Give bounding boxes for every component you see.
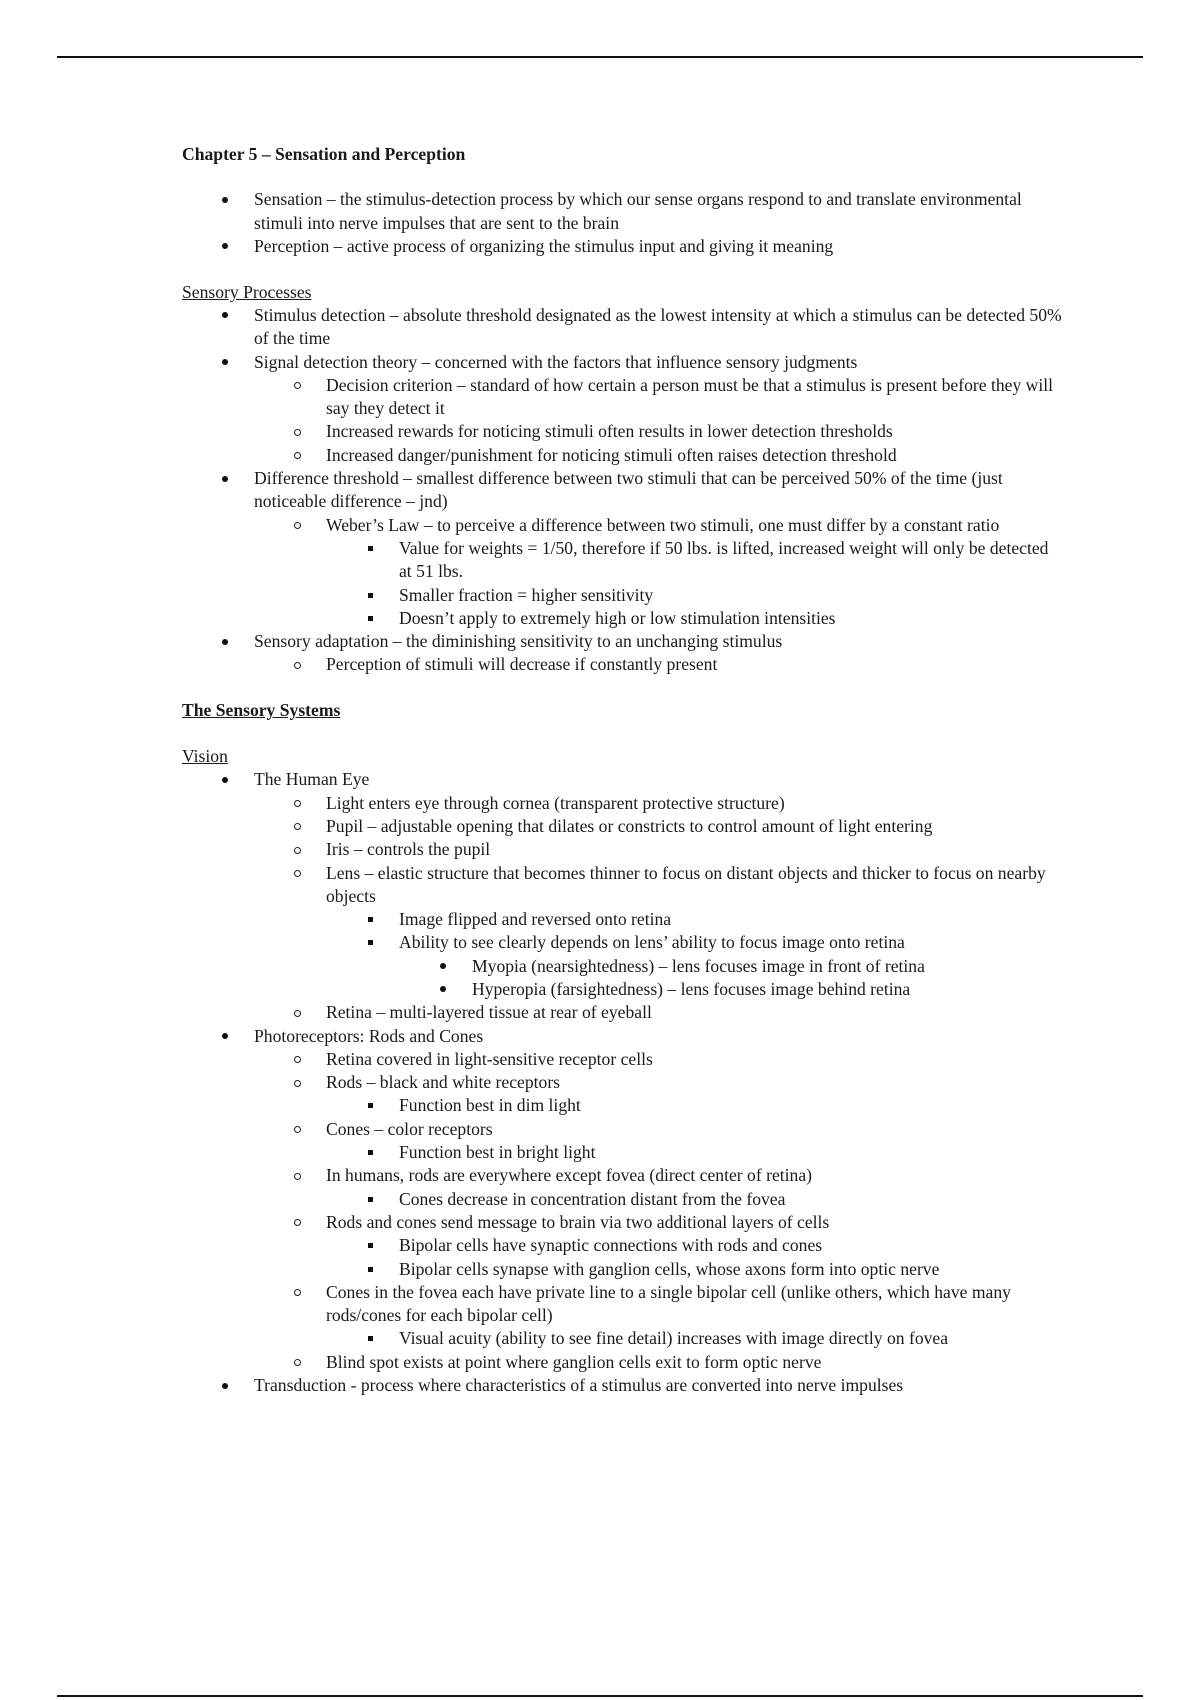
circle-bullet-icon: [287, 1071, 307, 1094]
circle-bullet-icon: [287, 1048, 307, 1071]
circle-bullet-icon: [287, 1118, 307, 1141]
list-item: Blind spot exists at point where ganglion cells exit to form optic nerve: [182, 1351, 1062, 1374]
list-item: Iris – controls the pupil: [182, 838, 1062, 861]
list-item: Hyperopia (farsightedness) – lens focuses image behind retina: [182, 978, 1062, 1001]
circle-bullet-icon: [287, 1164, 307, 1187]
bullet-icon: [215, 768, 235, 791]
list-item: Retina – multi-layered tissue at rear of eyeball: [182, 1001, 1062, 1024]
square-bullet-icon: [360, 1188, 380, 1211]
chapter-title: Chapter 5 – Sensation and Perception: [182, 144, 466, 164]
circle-bullet-icon: [287, 862, 307, 885]
circle-bullet-icon: [287, 653, 307, 676]
square-bullet-icon: [360, 1094, 380, 1117]
document-page: [182, 143, 1062, 1397]
list-item: Perception of stimuli will decrease if constantly present: [182, 653, 1062, 676]
list-item: Stimulus detection – absolute threshold designated as the lowest intensity at which a stimulus can be detected 50% of the time: [182, 304, 1062, 351]
square-bullet-icon: [360, 607, 380, 630]
circle-bullet-icon: [287, 838, 307, 861]
list-item: In humans, rods are everywhere except fovea (direct center of retina): [182, 1164, 1062, 1187]
bullet-icon: [215, 1025, 235, 1048]
list-item: Rods and cones send message to brain via two additional layers of cells: [182, 1211, 1062, 1234]
circle-bullet-icon: [287, 1351, 307, 1374]
circle-bullet-icon: [287, 420, 307, 443]
list-item: Weber’s Law – to perceive a difference between two stimuli, one must differ by a constant ratio: [182, 514, 1062, 537]
list-item: Cones in the fovea each have private line to a single bipolar cell (unlike others, which have many rods/cones for each bipolar cell): [182, 1281, 1062, 1328]
square-bullet-icon: [360, 1141, 380, 1164]
bullet-icon: [215, 1374, 235, 1397]
square-bullet-icon: [360, 1258, 380, 1281]
list-item: Light enters eye through cornea (transparent protective structure): [182, 792, 1062, 815]
list-item: Doesn’t apply to extremely high or low stimulation intensities: [182, 607, 1062, 630]
circle-bullet-icon: [287, 374, 307, 397]
square-bullet-icon: [360, 1327, 380, 1350]
square-bullet-icon: [360, 908, 380, 931]
list-item: Decision criterion – standard of how certain a person must be that a stimulus is present before they will say they detect it: [182, 374, 1062, 421]
circle-bullet-icon: [287, 792, 307, 815]
list-item: Ability to see clearly depends on lens’ ability to focus image onto retina: [182, 931, 1062, 954]
list-item: Retina covered in light-sensitive receptor cells: [182, 1048, 1062, 1071]
footer-rule: [57, 1695, 1143, 1697]
list-item: The Human Eye: [182, 768, 1062, 791]
list-item: Cones decrease in concentration distant from the fovea: [182, 1188, 1062, 1211]
bullet-icon: [215, 304, 235, 327]
square-bullet-icon: [360, 584, 380, 607]
list-item: Visual acuity (ability to see fine detail) increases with image directly on fovea: [182, 1327, 1062, 1350]
list-item: Increased danger/punishment for noticing stimuli often raises detection threshold: [182, 444, 1062, 467]
list-item: Sensory adaptation – the diminishing sensitivity to an unchanging stimulus: [182, 630, 1062, 653]
list-item: Function best in dim light: [182, 1094, 1062, 1117]
list-item: Signal detection theory – concerned with the factors that influence sensory judgments: [182, 351, 1062, 374]
square-bullet-icon: [360, 931, 380, 954]
circle-bullet-icon: [287, 514, 307, 537]
section-heading-sensory-processes: Sensory Processes: [182, 281, 312, 302]
circle-bullet-icon: [287, 1281, 307, 1304]
bullet-icon: [215, 351, 235, 374]
list-item: Lens – elastic structure that becomes thinner to focus on distant objects and thicker to focus on nearby objects: [182, 862, 1062, 909]
list-item: Value for weights = 1/50, therefore if 50 lbs. is lifted, increased weight will only be detected at 51 lbs.: [182, 537, 1062, 584]
list-item: Rods – black and white receptors: [182, 1071, 1062, 1094]
circle-bullet-icon: [287, 815, 307, 838]
bullet-icon: [215, 630, 235, 653]
square-bullet-icon: [360, 1234, 380, 1257]
list-item: Cones – color receptors: [182, 1118, 1062, 1141]
list-item: Bipolar cells have synaptic connections with rods and cones: [182, 1234, 1062, 1257]
list-item: Bipolar cells synapse with ganglion cells, whose axons form into optic nerve: [182, 1258, 1062, 1281]
bullet-icon: [215, 467, 235, 490]
section-heading-sensory-systems: The Sensory Systems: [182, 700, 341, 721]
list-item: Pupil – adjustable opening that dilates or constricts to control amount of light entering: [182, 815, 1062, 838]
bullet-icon: [433, 978, 453, 1001]
list-item: Smaller fraction = higher sensitivity: [182, 584, 1062, 607]
list-item: Increased rewards for noticing stimuli often results in lower detection thresholds: [182, 420, 1062, 443]
list-item: Perception – active process of organizing the stimulus input and giving it meaning: [182, 235, 1062, 258]
bullet-icon: [433, 955, 453, 978]
list-item: Photoreceptors: Rods and Cones: [182, 1025, 1062, 1048]
list-item: Myopia (nearsightedness) – lens focuses image in front of retina: [182, 955, 1062, 978]
list-item: Sensation – the stimulus-detection process by which our sense organs respond to and translate environmental stimuli into nerve impulses that are sent to the brain: [182, 188, 1062, 235]
bullet-icon: [215, 235, 235, 258]
header-rule: [57, 56, 1143, 58]
list-item: Transduction - process where characteristics of a stimulus are converted into nerve impulses: [182, 1374, 1062, 1397]
list-item: Difference threshold – smallest difference between two stimuli that can be perceived 50% of the time (just noticeable difference – jnd): [182, 467, 1062, 514]
list-item: Function best in bright light: [182, 1141, 1062, 1164]
bullet-icon: [215, 188, 235, 211]
circle-bullet-icon: [287, 444, 307, 467]
circle-bullet-icon: [287, 1001, 307, 1024]
square-bullet-icon: [360, 537, 380, 560]
circle-bullet-icon: [287, 1211, 307, 1234]
list-item: Image flipped and reversed onto retina: [182, 908, 1062, 931]
subsection-heading-vision: Vision: [182, 746, 228, 767]
